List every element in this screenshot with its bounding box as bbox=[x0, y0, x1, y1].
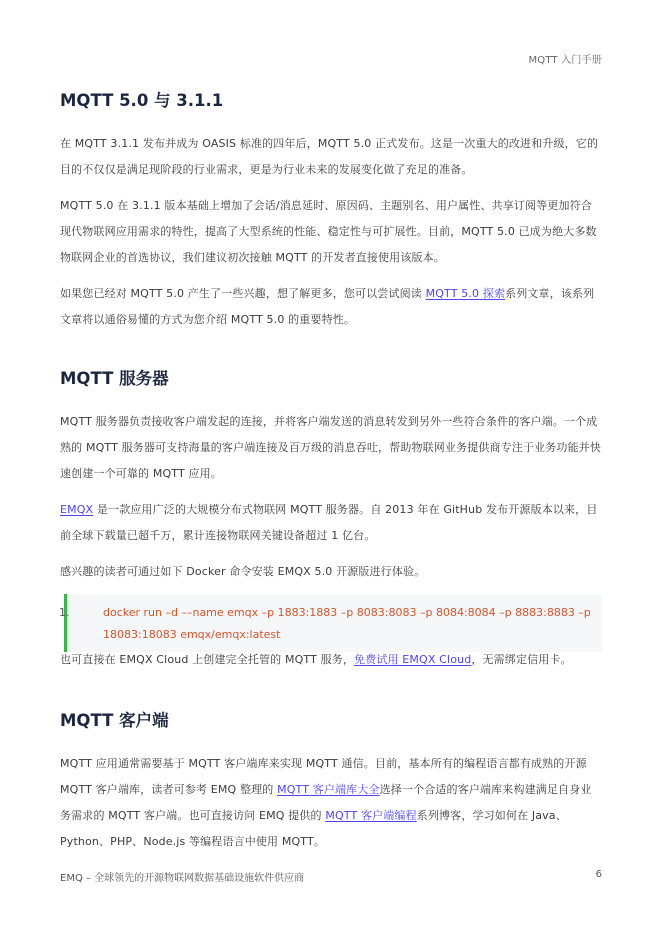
text: 如果您已经对 MQTT 5.0 产生了一些兴趣，想了解更多，您可以尝试阅读 bbox=[60, 287, 426, 300]
line-number: 1. bbox=[59, 606, 70, 619]
paragraph: 在 MQTT 3.1.1 发布并成为 OASIS 标准的四年后，MQTT 5.0 正式发布。这是一次重大的改进和升级，它的目的不仅仅是满足现阶段的行业需求，更是为行业未来的发展变化做了充足的准备。 bbox=[60, 137, 599, 176]
text: MQTT 应用通常需要基于 MQTT 客户端库来实现 MQTT 通信。目前，基本所有的编程语言都有成熟的开源 MQTT 客户端库，读者可参考 EMQ 整理的 bbox=[60, 757, 587, 796]
client-programming-link[interactable]: MQTT 客户端编程 bbox=[325, 809, 417, 822]
emqx-cloud-trial-link[interactable]: 免费试用 EMQX Cloud bbox=[354, 653, 472, 666]
text: 系列博客，学习如何在 Java、Python、PHP、Node.js 等编程语言中使用 MQTT。 bbox=[60, 809, 567, 848]
client-libraries-link[interactable]: MQTT 客户端库大全 bbox=[277, 783, 380, 796]
paragraph: MQTT 服务器负责接收客户端发起的连接，并将客户端发送的消息转发到另外一些符合条件的客户端。一个成熟的 MQTT 服务器可支持海量的客户端连接及百万级的消息吞吐，帮助物联网业务提供商专注于业务功能并快速创建一个可靠的 MQTT 应用。 bbox=[60, 415, 602, 480]
section-heading-client: MQTT 客户端 bbox=[60, 711, 169, 730]
docker-command: docker run –d ––name emqx –p 1883:1883 –p 8083:8083 –p 8084:8084 –p 8883:8883 –p 18083:18083 emqx/emqx:latest bbox=[103, 606, 591, 641]
footer-text: EMQ – 全球领先的开源物联网数据基础设施软件供应商 bbox=[60, 873, 305, 884]
paragraph: 感兴趣的读者可通过如下 Docker 命令安装 EMQX 5.0 开源版进行体验。 bbox=[60, 565, 426, 578]
running-header: MQTT 入门手册 bbox=[528, 55, 602, 66]
text: 系列文章，该系列文章将以通俗易懂的方式为您介绍 MQTT 5.0 的重要特性。 bbox=[60, 287, 595, 326]
section-heading-mqtt5: MQTT 5.0 与 3.1.1 bbox=[60, 91, 224, 110]
paragraph bbox=[60, 281, 602, 333]
code-block bbox=[59, 594, 602, 652]
paragraph bbox=[60, 751, 602, 855]
paragraph bbox=[60, 497, 602, 549]
mqtt5-explore-link[interactable]: MQTT 5.0 探索 bbox=[425, 287, 506, 300]
text: 是一款应用广泛的大规模分布式物联网 MQTT 服务器。自 2013 年在 GitHub 发布开源版本以来，目前全球下载量已超千万，累计连接物联网关键设备超过 1 亿台。 bbox=[60, 503, 598, 542]
text: 选择一个合适的客户端库来构建满足自身业务需求的 MQTT 客户端。也可直接访问 EMQ 提供的 bbox=[60, 783, 592, 822]
emqx-link[interactable]: EMQX bbox=[60, 503, 94, 516]
text: ，无需绑定信用卡。 bbox=[471, 653, 572, 666]
section-heading-broker: MQTT 服务器 bbox=[60, 369, 169, 388]
text: 也可直接在 EMQX Cloud 上创建完全托管的 MQTT 服务， bbox=[60, 653, 355, 666]
paragraph bbox=[60, 647, 602, 673]
paragraph: MQTT 5.0 在 3.1.1 版本基础上增加了会话/消息延时、原因码、主题别名、用户属性、共享订阅等更加符合现代物联网应用需求的特性，提高了大型系统的性能、稳定性与可扩展性。目前，MQTT 5.0 已成为绝大多数物联网企业的首选协议，我们建议初次接触 MQTT 的开发者直接使用该版本。 bbox=[60, 199, 597, 264]
code-line bbox=[59, 602, 592, 646]
page-number: 6 bbox=[595, 869, 602, 880]
